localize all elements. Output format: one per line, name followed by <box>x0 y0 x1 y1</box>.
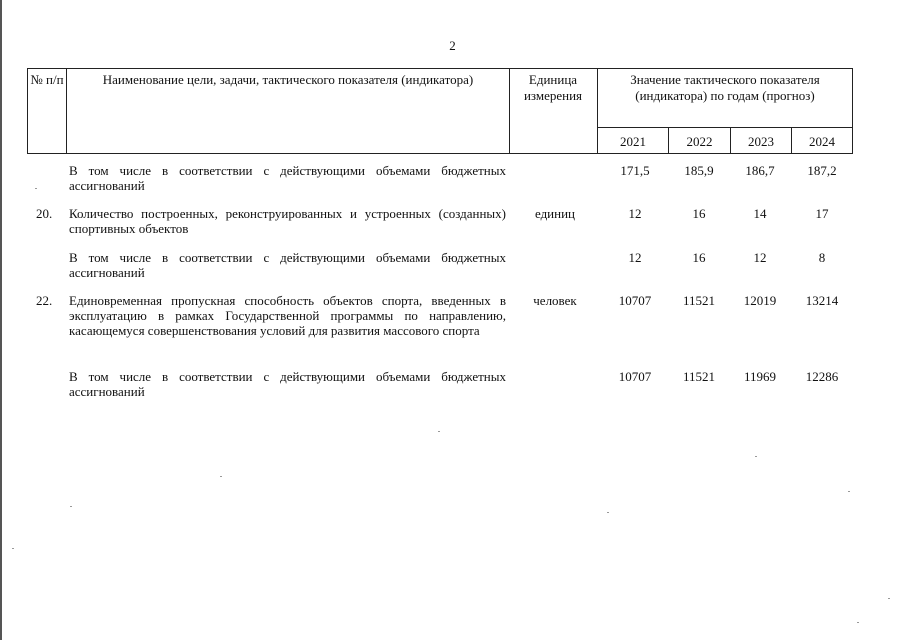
row-value-2024: 12286 <box>805 369 839 384</box>
header-border-right <box>852 68 853 154</box>
row-value-2024: 17 <box>815 206 829 221</box>
header-border-num <box>66 68 67 154</box>
row-indicator-name: В том числе в соответствии с действующими объемами бюджетных ассигнований <box>69 250 506 280</box>
row-value-2023: 14 <box>753 206 767 221</box>
row-value-2023: 12 <box>753 250 767 265</box>
scan-speck <box>70 506 72 507</box>
scan-speck <box>438 431 440 432</box>
scan-speck <box>35 188 37 189</box>
header-year: 2021 <box>620 134 646 149</box>
header-border-left <box>27 68 28 154</box>
row-value-2022: 185,9 <box>684 163 714 178</box>
row-value-2023: 12019 <box>743 293 777 308</box>
row-value-2022: 11521 <box>682 293 716 308</box>
row-value-2022: 16 <box>692 250 706 265</box>
row-indicator-name: Количество построенных, реконструированных и устроенных (созданных) спортивных объектов <box>69 206 506 236</box>
scan-speck <box>220 476 222 477</box>
row-value-2021: 12 <box>628 206 642 221</box>
row-value-2024: 13214 <box>805 293 839 308</box>
header-col-unit: Единица измерения <box>523 72 583 103</box>
header-col-name: Наименование цели, задачи, тактического показателя (индикатора) <box>102 72 474 87</box>
row-number: 20. <box>36 206 53 221</box>
row-value-2024: 8 <box>818 250 826 265</box>
row-value-2021: 171,5 <box>620 163 650 178</box>
header-year: 2024 <box>809 134 835 149</box>
row-number: 22. <box>36 293 53 308</box>
page-number: 2 <box>449 38 456 53</box>
row-indicator-name: В том числе в соответствии с действующими объемами бюджетных ассигнований <box>69 163 506 193</box>
scan-speck <box>12 548 14 549</box>
row-value-2021: 10707 <box>618 369 652 384</box>
header-col-values: Значение тактического показателя (индикатора) по годам (прогноз) <box>630 72 820 103</box>
row-unit: единиц <box>534 206 576 221</box>
scan-speck <box>888 598 890 599</box>
scan-speck <box>755 456 757 457</box>
header-year-divider <box>597 127 853 128</box>
row-value-2022: 11521 <box>682 369 716 384</box>
header-top-border <box>27 68 853 69</box>
row-value-2024: 187,2 <box>807 163 837 178</box>
scan-speck <box>848 491 850 492</box>
row-value-2023: 11969 <box>743 369 777 384</box>
header-year: 2023 <box>748 134 774 149</box>
scan-left-edge <box>0 0 2 640</box>
row-indicator-name: В том числе в соответствии с действующими объемами бюджетных ассигнований <box>69 369 506 399</box>
table-header <box>27 68 853 154</box>
header-border-name <box>509 68 510 154</box>
row-value-2021: 12 <box>628 250 642 265</box>
row-value-2023: 186,7 <box>745 163 775 178</box>
header-year: 2022 <box>686 134 713 149</box>
scan-speck <box>607 512 609 513</box>
header-col-num: № п/п <box>30 72 64 87</box>
row-unit: человек <box>533 293 577 308</box>
row-value-2021: 10707 <box>618 293 652 308</box>
row-indicator-name: Единовременная пропускная способность объектов спорта, введенных в эксплуатацию в рамках Государственной программы по направлению, касающемуся совершенствования условий для развития массового спорта <box>69 293 506 338</box>
row-value-2022: 16 <box>692 206 706 221</box>
scan-speck <box>857 622 859 623</box>
